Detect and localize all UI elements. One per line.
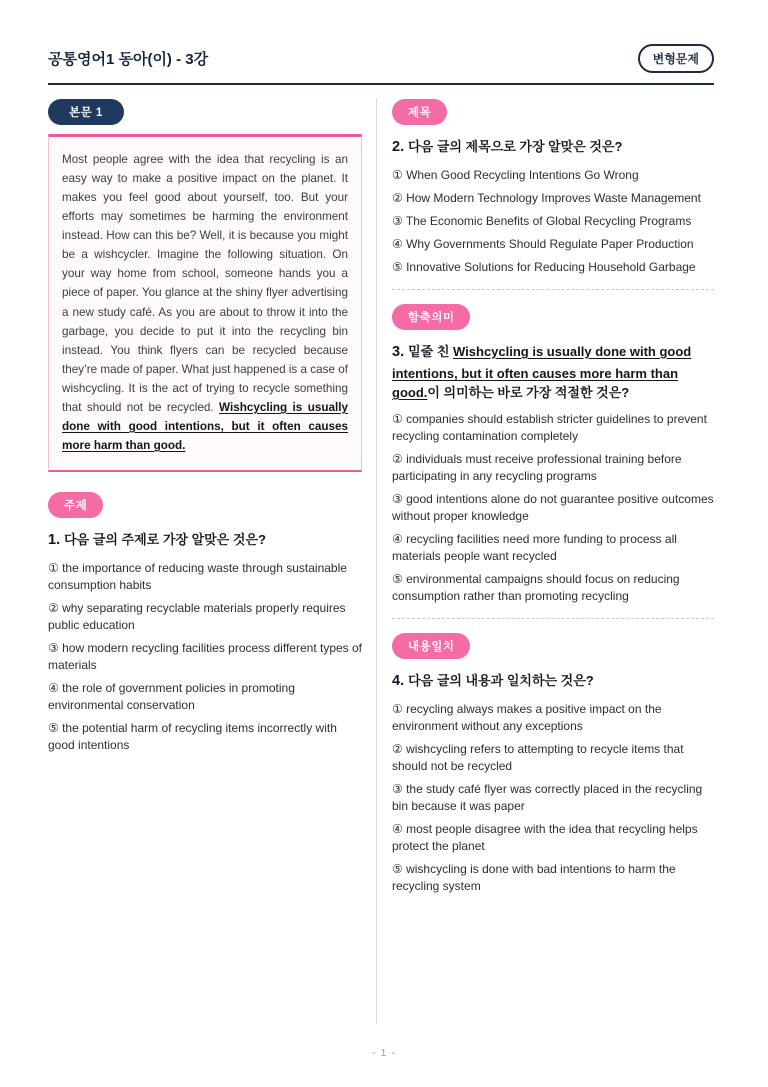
question-4-number: 4. bbox=[392, 672, 405, 689]
option-item: ② why separating recyclable materials properly requires public education bbox=[48, 600, 346, 632]
option-item: ① companies should establish stricter guidelines to prevent recycling contamination completely bbox=[392, 411, 707, 443]
question-1-heading bbox=[48, 530, 362, 552]
question-4-block bbox=[392, 633, 714, 895]
section-divider bbox=[392, 289, 714, 290]
question-2-heading bbox=[392, 137, 714, 159]
option-item: ① When Good Recycling Intentions Go Wrong bbox=[392, 167, 639, 182]
passage-underlined-sentence: Wishcycling is usually done with good intentions, but it often causes more harm than good. bbox=[62, 400, 348, 452]
question-2-type-badge: 제목 bbox=[392, 99, 447, 125]
question-3-heading bbox=[392, 342, 714, 403]
question-1-block bbox=[48, 492, 362, 754]
question-2-options bbox=[392, 167, 714, 276]
option-item: ⑤ Innovative Solutions for Reducing Household Garbage bbox=[392, 259, 696, 274]
option-item: ② individuals must receive professional training before participating in any recycling programs bbox=[392, 451, 682, 483]
option-item: ④ most people disagree with the idea that recycling helps protect the planet bbox=[392, 821, 698, 853]
option-item: ⑤ environmental campaigns should focus on reducing consumption rather than promoting recycling bbox=[392, 571, 680, 603]
option-item: ④ recycling facilities need more funding to process all materials people want recycled bbox=[392, 531, 677, 563]
question-1-number: 1. bbox=[48, 532, 61, 548]
right-column bbox=[376, 99, 714, 1024]
option-item: ⑤ the potential harm of recycling items incorrectly with good intentions bbox=[48, 721, 337, 753]
question-1-type-badge: 주제 bbox=[48, 492, 103, 518]
option-item: ① the importance of reducing waste through sustainable consumption habits bbox=[48, 560, 347, 592]
question-4-options bbox=[392, 701, 714, 895]
option-item: ③ The Economic Benefits of Global Recycling Programs bbox=[392, 213, 692, 228]
question-1-options bbox=[48, 560, 362, 754]
question-4-type-badge: 내용일치 bbox=[392, 633, 470, 659]
passage-tag-badge: 본문 1 bbox=[48, 99, 124, 125]
question-3-prompt bbox=[392, 344, 691, 400]
question-1-prompt: 다음 글의 주제로 가장 알맞은 것은? bbox=[64, 532, 266, 547]
question-4-heading bbox=[392, 671, 714, 693]
option-item: ⑤ wishcycling is done with bad intentions to harm the recycling system bbox=[392, 861, 676, 893]
section-divider bbox=[392, 618, 714, 619]
option-item: ③ good intentions alone do not guarantee positive outcomes without proper knowledge bbox=[392, 491, 714, 523]
document-title: 공통영어1 동아(이) - 3강 bbox=[48, 51, 209, 68]
option-item: ② How Modern Technology Improves Waste Management bbox=[392, 190, 701, 205]
question-3-type-badge: 함축의미 bbox=[392, 304, 470, 330]
question-3-block bbox=[392, 304, 714, 605]
question-3-options bbox=[392, 411, 714, 605]
option-item: ④ Why Governments Should Regulate Paper Production bbox=[392, 236, 694, 251]
option-item: ③ how modern recycling facilities process different types of materials bbox=[48, 640, 363, 672]
question-3-number: 3. bbox=[392, 343, 405, 360]
question-4-prompt: 다음 글의 내용과 일치하는 것은? bbox=[408, 672, 594, 688]
question-2-number: 2. bbox=[392, 139, 405, 155]
option-item: ④ the role of government policies in promoting environmental conservation bbox=[48, 680, 295, 712]
question-3-prompt-suffix: 이 의미하는 바로 가장 적절한 것은? bbox=[427, 385, 630, 401]
question-3-prompt-prefix: 밑줄 친 bbox=[408, 343, 453, 359]
passage-body-text: Most people agree with the idea that recycling is an easy way to make a positive impact on the planet. It makes you feel good about yourself, too. But your efforts may sometimes be harming the environment instead. How can this be? Well, it is because you might be a wishcycler. Imagine the following situation. On your way home from school, someone hands you a piece of paper. You glance at the shiny flyer advertising a new study café. As you are about to throw it into the garbage, you decide to put it into the recycling bin instead. You think flyers can be recycled because they’re made of paper. What just happened is a case of wishcycling. It is the act of trying to recycle something that should not be recycled. bbox=[62, 153, 348, 414]
variant-problem-badge: 변형문제 bbox=[638, 44, 714, 73]
left-column bbox=[48, 99, 376, 1024]
option-item: ② wishcycling refers to attempting to recycle items that should not be recycled bbox=[392, 741, 684, 773]
reading-passage bbox=[48, 134, 362, 472]
option-item: ① recycling always makes a positive impact on the environment without any exceptions bbox=[392, 701, 662, 733]
option-item: ③ the study café flyer was correctly placed in the recycling bin because it was paper bbox=[392, 781, 703, 813]
two-column-layout bbox=[48, 99, 714, 1024]
question-2-block bbox=[392, 99, 714, 276]
question-3-quoted-sentence: Wishcycling is usually done with good intentions, but it often causes more harm than good. bbox=[392, 343, 692, 401]
page-header bbox=[48, 44, 714, 85]
question-2-prompt: 다음 글의 제목으로 가장 알맞은 것은? bbox=[408, 139, 623, 154]
page-number: - 1 - bbox=[372, 1047, 396, 1059]
